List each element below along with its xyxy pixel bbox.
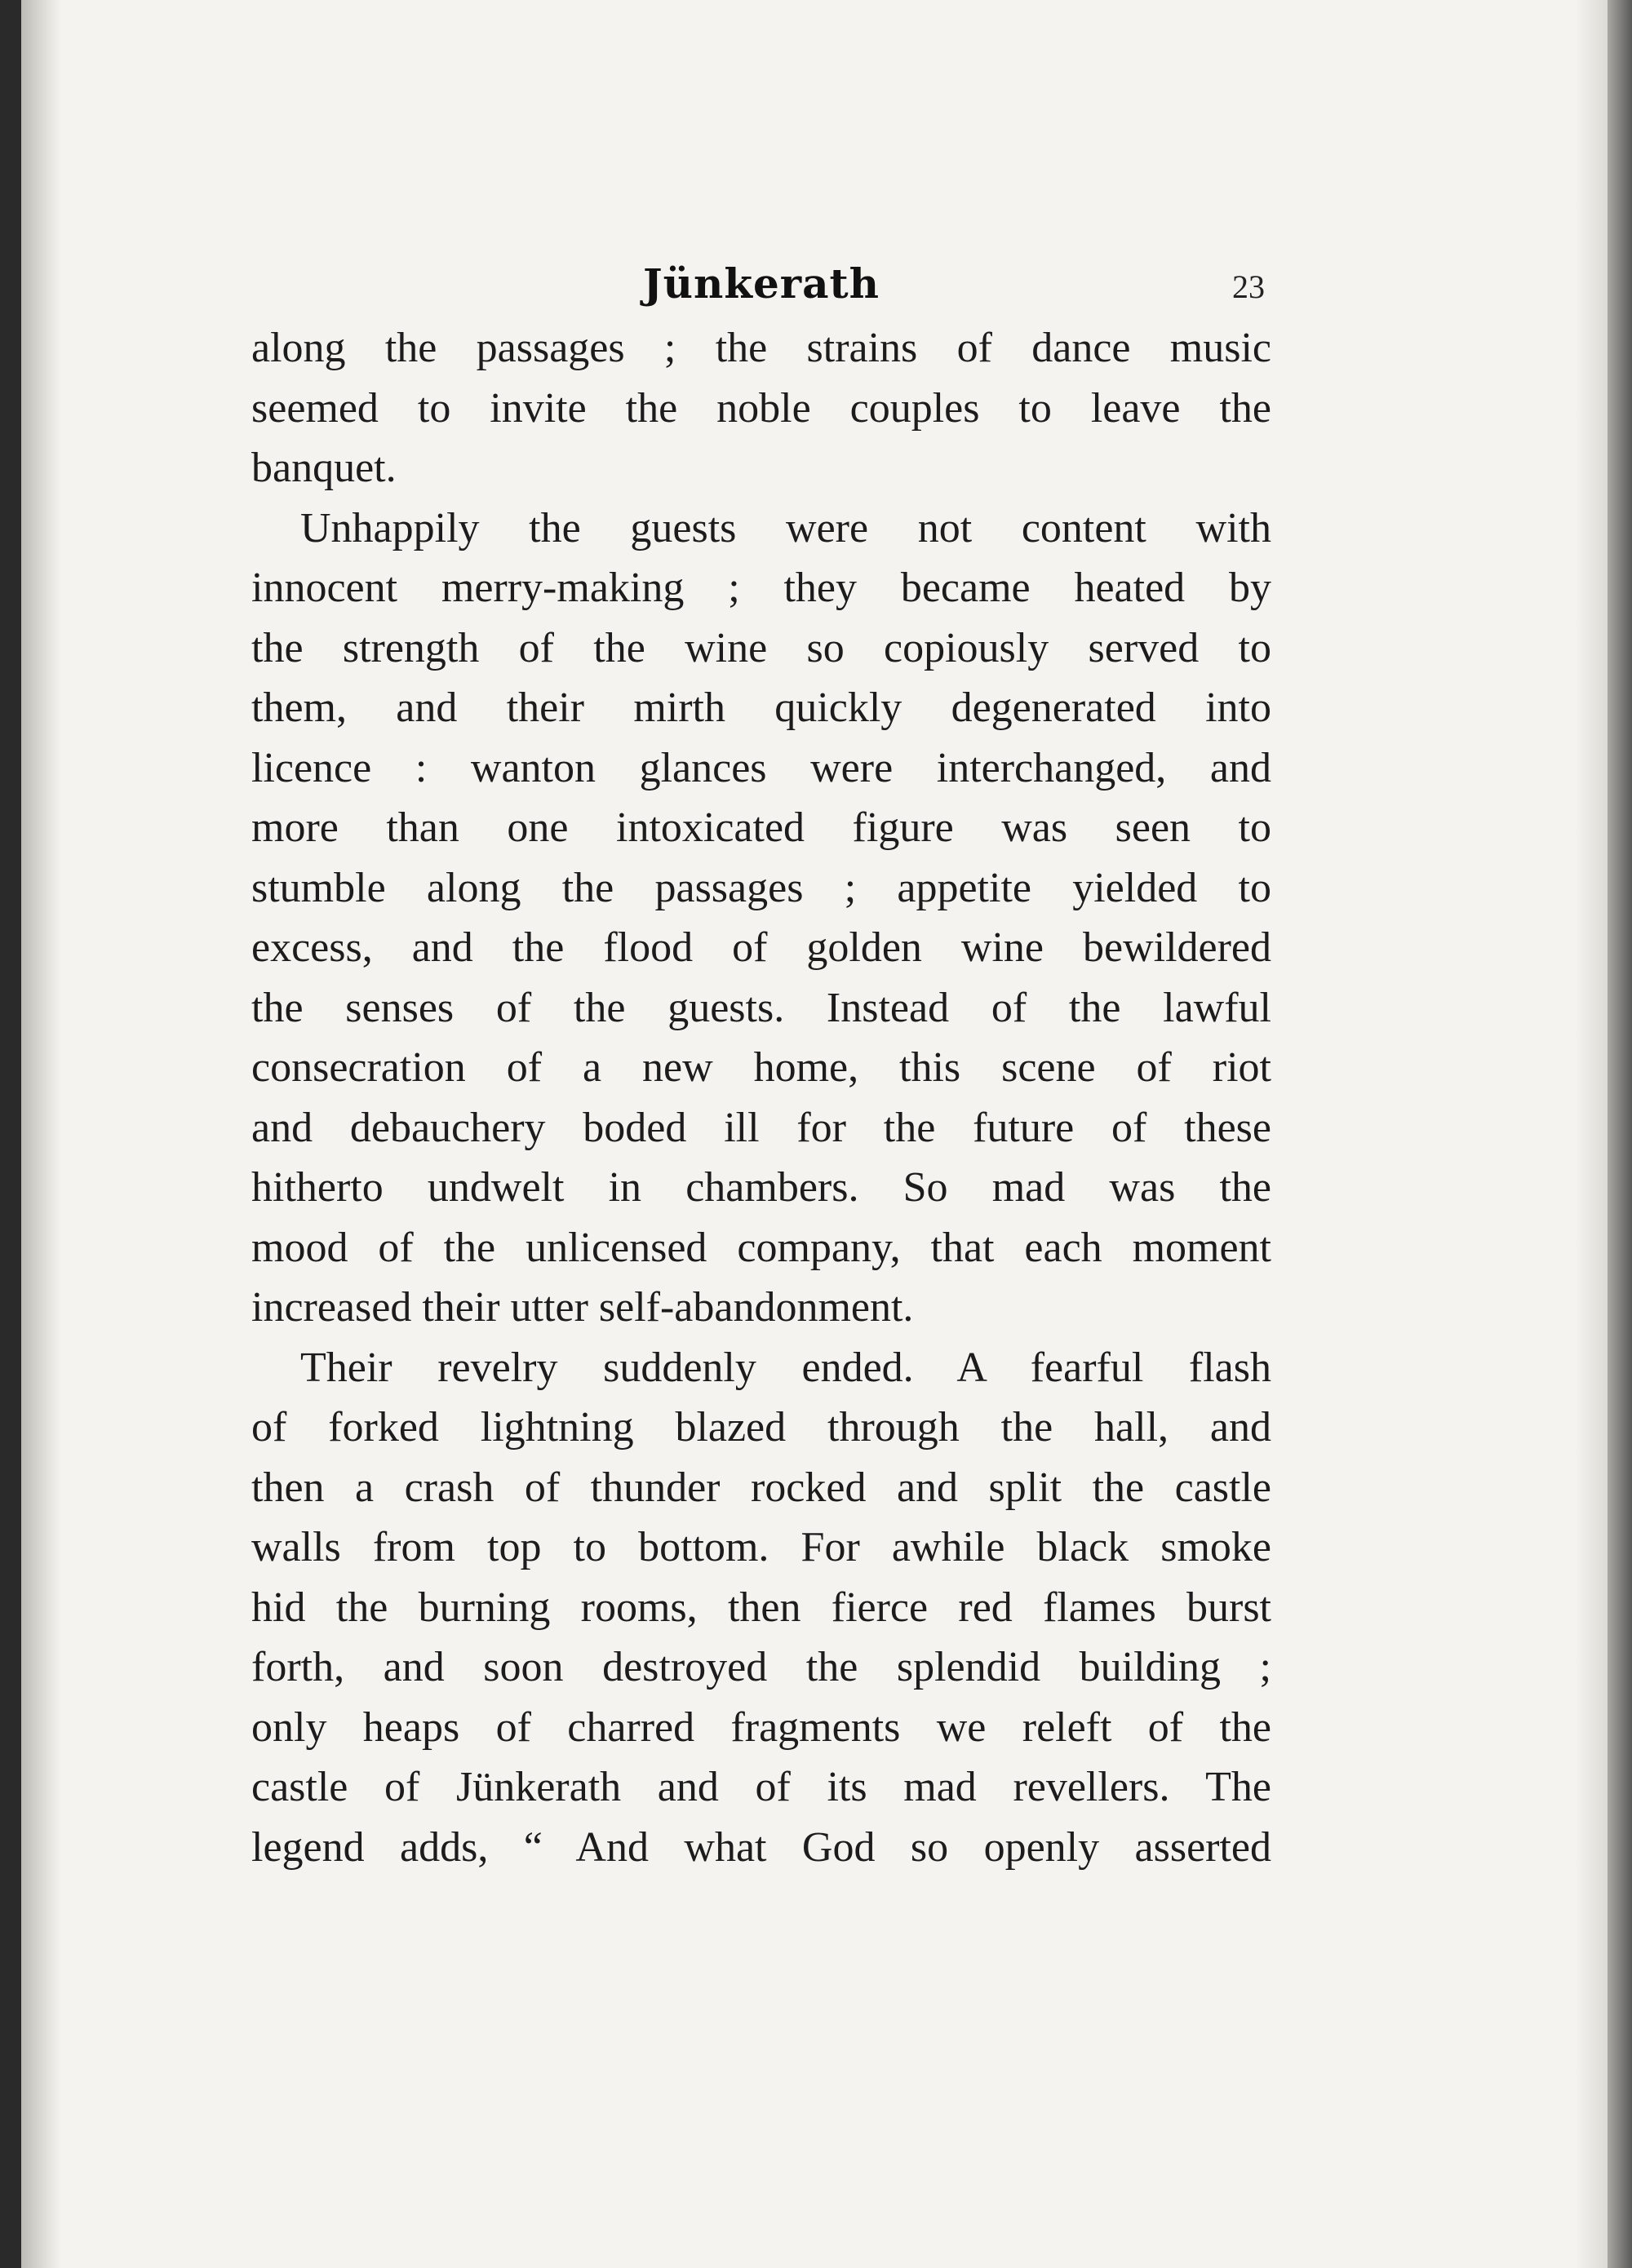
text-line: banquet. bbox=[251, 445, 397, 491]
text-line: consecration of a new home, this scene of riot bbox=[251, 1044, 1271, 1091]
text-line: hitherto undwelt in chambers. So mad was the bbox=[251, 1164, 1271, 1211]
text-line: innocent merry-making ; they became heated by bbox=[251, 565, 1271, 611]
text-line: stumble along the passages ; appetite yielded to bbox=[251, 864, 1271, 911]
book-page bbox=[251, 259, 1271, 1877]
text-line: forth, and soon destroyed the splendid building ; bbox=[251, 1644, 1271, 1690]
text-line: legend adds, “ And what God so openly asserted bbox=[251, 1823, 1271, 1871]
book-cover-edge bbox=[1608, 0, 1632, 2268]
gutter-shadow bbox=[21, 0, 62, 2268]
body-text bbox=[251, 318, 1271, 1877]
text-line: increased their utter self-abandonment. bbox=[251, 1284, 914, 1331]
text-line: of forked lightning blazed through the hall, and bbox=[251, 1404, 1271, 1451]
text-line: them, and their mirth quickly degenerated into bbox=[251, 684, 1271, 731]
text-line: walls from top to bottom. For awhile black smoke bbox=[251, 1524, 1271, 1570]
text-line: and debauchery boded ill for the future of these bbox=[251, 1104, 1271, 1151]
text-line: only heaps of charred fragments we releft of the bbox=[251, 1703, 1271, 1751]
text-line: castle of Jünkerath and of its mad revellers. The bbox=[251, 1764, 1271, 1810]
running-title: Jünkerath bbox=[642, 259, 880, 308]
text-line: then a crash of thunder rocked and split the castle bbox=[251, 1464, 1271, 1511]
paragraph-start-line: Their revelry suddenly ended. A fearful flash bbox=[300, 1344, 1271, 1391]
book-binding-edge bbox=[0, 0, 21, 2268]
page-number: 23 bbox=[1232, 268, 1265, 305]
paragraph-start-line: Unhappily the guests were not content with bbox=[300, 504, 1271, 551]
page-header bbox=[251, 259, 1271, 318]
page-edge-shadow bbox=[1575, 0, 1608, 2268]
text-line: the senses of the guests. Instead of the lawful bbox=[251, 984, 1271, 1031]
text-line: mood of the unlicensed company, that each moment bbox=[251, 1224, 1271, 1271]
text-line: seemed to invite the noble couples to leave the bbox=[251, 384, 1271, 432]
text-line: along the passages ; the strains of dance music bbox=[251, 325, 1271, 371]
text-line: more than one intoxicated figure was seen to bbox=[251, 804, 1271, 851]
text-line: the strength of the wine so copiously served to bbox=[251, 624, 1271, 671]
text-line: hid the burning rooms, then fierce red flames burst bbox=[251, 1584, 1271, 1631]
text-line: licence : wanton glances were interchanged, and bbox=[251, 744, 1271, 791]
text-line: excess, and the flood of golden wine bewildered bbox=[251, 924, 1271, 971]
